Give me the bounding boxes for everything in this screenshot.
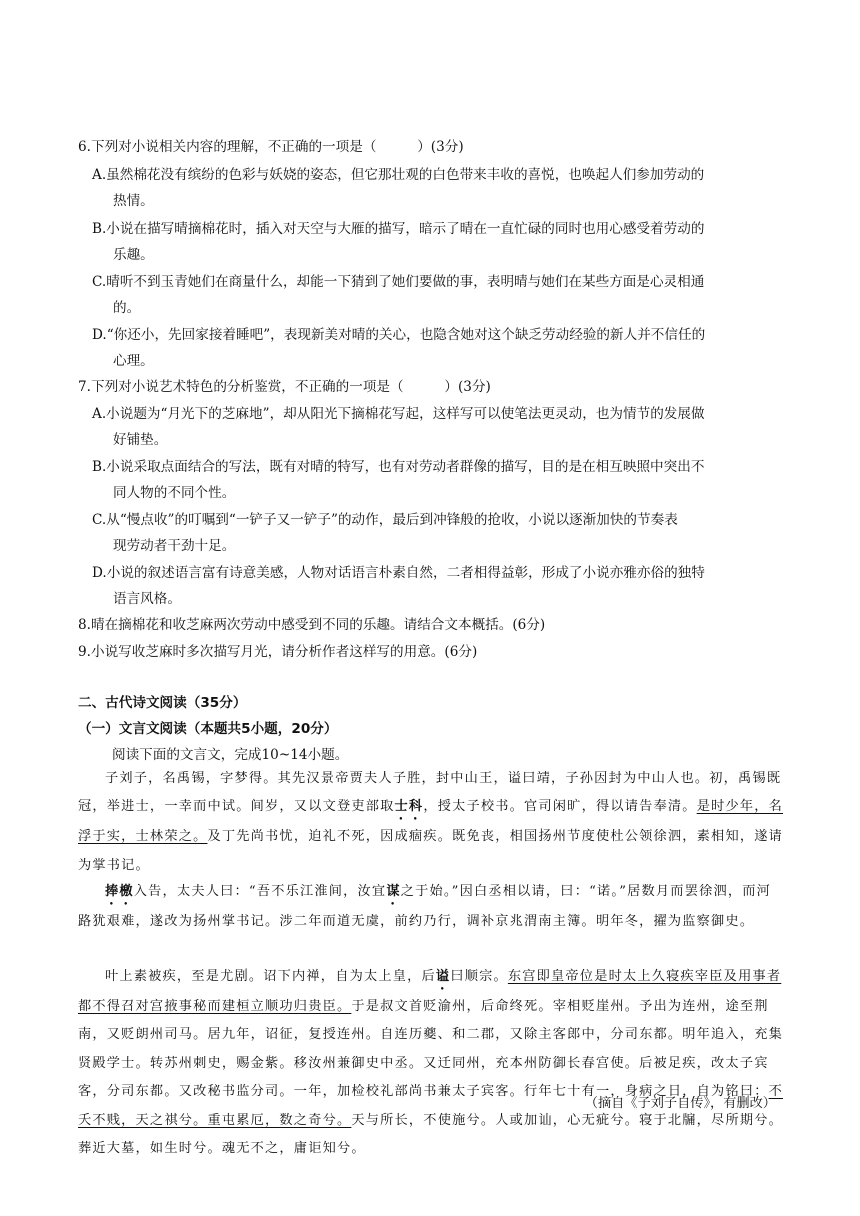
underlined-sentence: 不夭不贱，天之祺兮。重屯累厄，数之奇兮。 — [78, 1084, 783, 1128]
passage-paragraph-2: 捧檄入告，太夫人曰：“吾不乐江淮间，汝宜谋之于始。”因白丞相以请，曰：“诺。”居数月而罢徐泗，而河路犹艰难，遂改为扬州掌书记。涉二年而道无虞，前约乃行，调补京兆渭南主簿。明年冬，擢为监察御史。 — [78, 884, 772, 929]
q7-option-d: D.小说的叙述语言富有诗意美感，人物对话语言朴素自然，二者相得益彰，形成了小说亦雅亦俗的独特 — [92, 565, 705, 581]
emphasized-word: 士科 — [394, 799, 424, 815]
question-9: 9.小说写收芝麻时多次描写月光，请分析作者这样写的用意。(6分) — [78, 644, 478, 660]
q6-option-b-cont: 乐趣。 — [113, 247, 154, 263]
question-6-stem: 6.下列对小说相关内容的理解，不正确的一项是（ ）(3分) — [78, 139, 464, 155]
emphasized-word: 谥 — [435, 969, 451, 984]
q6-option-c: C.晴听不到玉青她们在商量什么，却能一下猜到了她们要做的事，表明晴与她们在某些方面是心灵相通 — [92, 274, 705, 290]
q6-option-b: B.小说在描写晴摘棉花时，插入对天空与大雁的描写，暗示了晴在一直忙碌的同时也用心感受着劳动的 — [92, 221, 705, 237]
q7-option-a-cont: 好铺垫。 — [113, 432, 168, 448]
q6-option-c-cont: 的。 — [113, 300, 141, 316]
q6-option-d: D.“你还小，先回家接着睡吧”，表现新美对晴的关心，也隐含她对这个缺乏劳动经验的新人并不信任的 — [92, 327, 706, 343]
q7-option-b: B.小说采取点面结合的写法，既有对晴的特写，也有对劳动者群像的描写，目的是在相互映照中突出不 — [92, 459, 705, 475]
underlined-sentence: 是时少年，名浮于实，士林荣之。 — [78, 799, 784, 845]
underlined-sentence: 东宫即皇帝位是时太上久寝疾宰臣及用事者都不得召对宫掖事秘而建桓立顺功归贵臣。 — [78, 969, 782, 1014]
emphasized-word: 捧檄 — [105, 884, 134, 899]
q7-option-a: A.小说题为“月光下的芝麻地”，却从阳光下摘棉花写起，这样写可以使笔法更灵动，也为情节的发展做 — [92, 406, 705, 422]
source-citation: （摘自《子刘子自传》，有删改） — [584, 1096, 776, 1111]
q7-option-c-cont: 现劳动者干劲十足。 — [113, 538, 236, 554]
q7-option-d-cont: 语言风格。 — [113, 591, 181, 607]
passage-paragraph-3: 叶上素被疾，至是尤剧。诏下内禅，自为太上皇，后谥曰顺宗。东宫即皇帝位是时太上久寝疾宰臣及用事者都不得召对宫掖事秘而建桓立顺功归贵臣。于是叔文首贬渝州，后命终死。宰相贬崖州。予出为连州，途至荆南，又贬朗州司马。居九年，诏征，复授连州。自连历夔、和二郡，又除主客郎中，分司东都。明年追入，充集贤殿学士。转苏州刺史，赐金紫。移汝州兼御史中丞。又迁同州，充本州防御长春宫使。后被足疾，改太子宾客，分司东都。又改秘书监分司。一年，加检校礼部尚书兼太子宾客。行年七十有一，身病之日，自为铭曰：不夭不贱，天之祺兮。重屯累厄，数之奇兮。天与所长，不使施兮。人或加讪，心无疵兮。寝于北牖，尽所期兮。葬近大墓，如生时兮。魂无不之，庸讵知兮。 — [78, 969, 783, 1157]
q7-option-c: C.从“慢点收”的叮嘱到“一铲子又一铲子”的动作，最后到冲锋般的抢收，小说以逐渐加快的节奏表 — [92, 512, 678, 528]
passage-paragraph-1: 子刘子，名禹锡，字梦得。其先汉景帝贾夫人子胜，封中山王，谥曰靖，子孙因封为中山人也。初，禹锡既冠，举进士，一幸而中试。间岁，又以文登吏部取士科，授太子校书。官司闲旷，得以请告奉清。是时少年，名浮于实，士林荣之。及丁先尚书忧，迫礼不死，因成痼疾。既免丧，相国扬州节度使杜公领徐泗，素相知，遂请为掌书记。 — [78, 771, 784, 873]
reading-instruction: 阅读下面的文言文，完成10~14小题。 — [112, 747, 349, 763]
section-heading: 二、古代诗文阅读（35分） — [78, 695, 247, 711]
emphasized-word: 谋 — [386, 884, 401, 899]
question-7-stem: 7.下列对小说艺术特色的分析鉴赏，不正确的一项是（ ）(3分) — [78, 379, 491, 395]
q6-option-a-cont: 热情。 — [113, 193, 154, 209]
q6-option-d-cont: 心理。 — [113, 353, 154, 369]
question-8: 8.晴在摘棉花和收芝麻两次劳动中感受到不同的乐趣。请结合文本概括。(6分) — [78, 617, 546, 633]
q7-option-b-cont: 同人物的不同个性。 — [113, 485, 236, 501]
subsection-heading: （一）文言文阅读（本题共5小题，20分） — [78, 721, 338, 737]
q6-option-a: A.虽然棉花没有缤纷的色彩与妖娆的姿态，但它那壮观的白色带来丰收的喜悦，也唤起人们参加劳动的 — [92, 167, 705, 183]
